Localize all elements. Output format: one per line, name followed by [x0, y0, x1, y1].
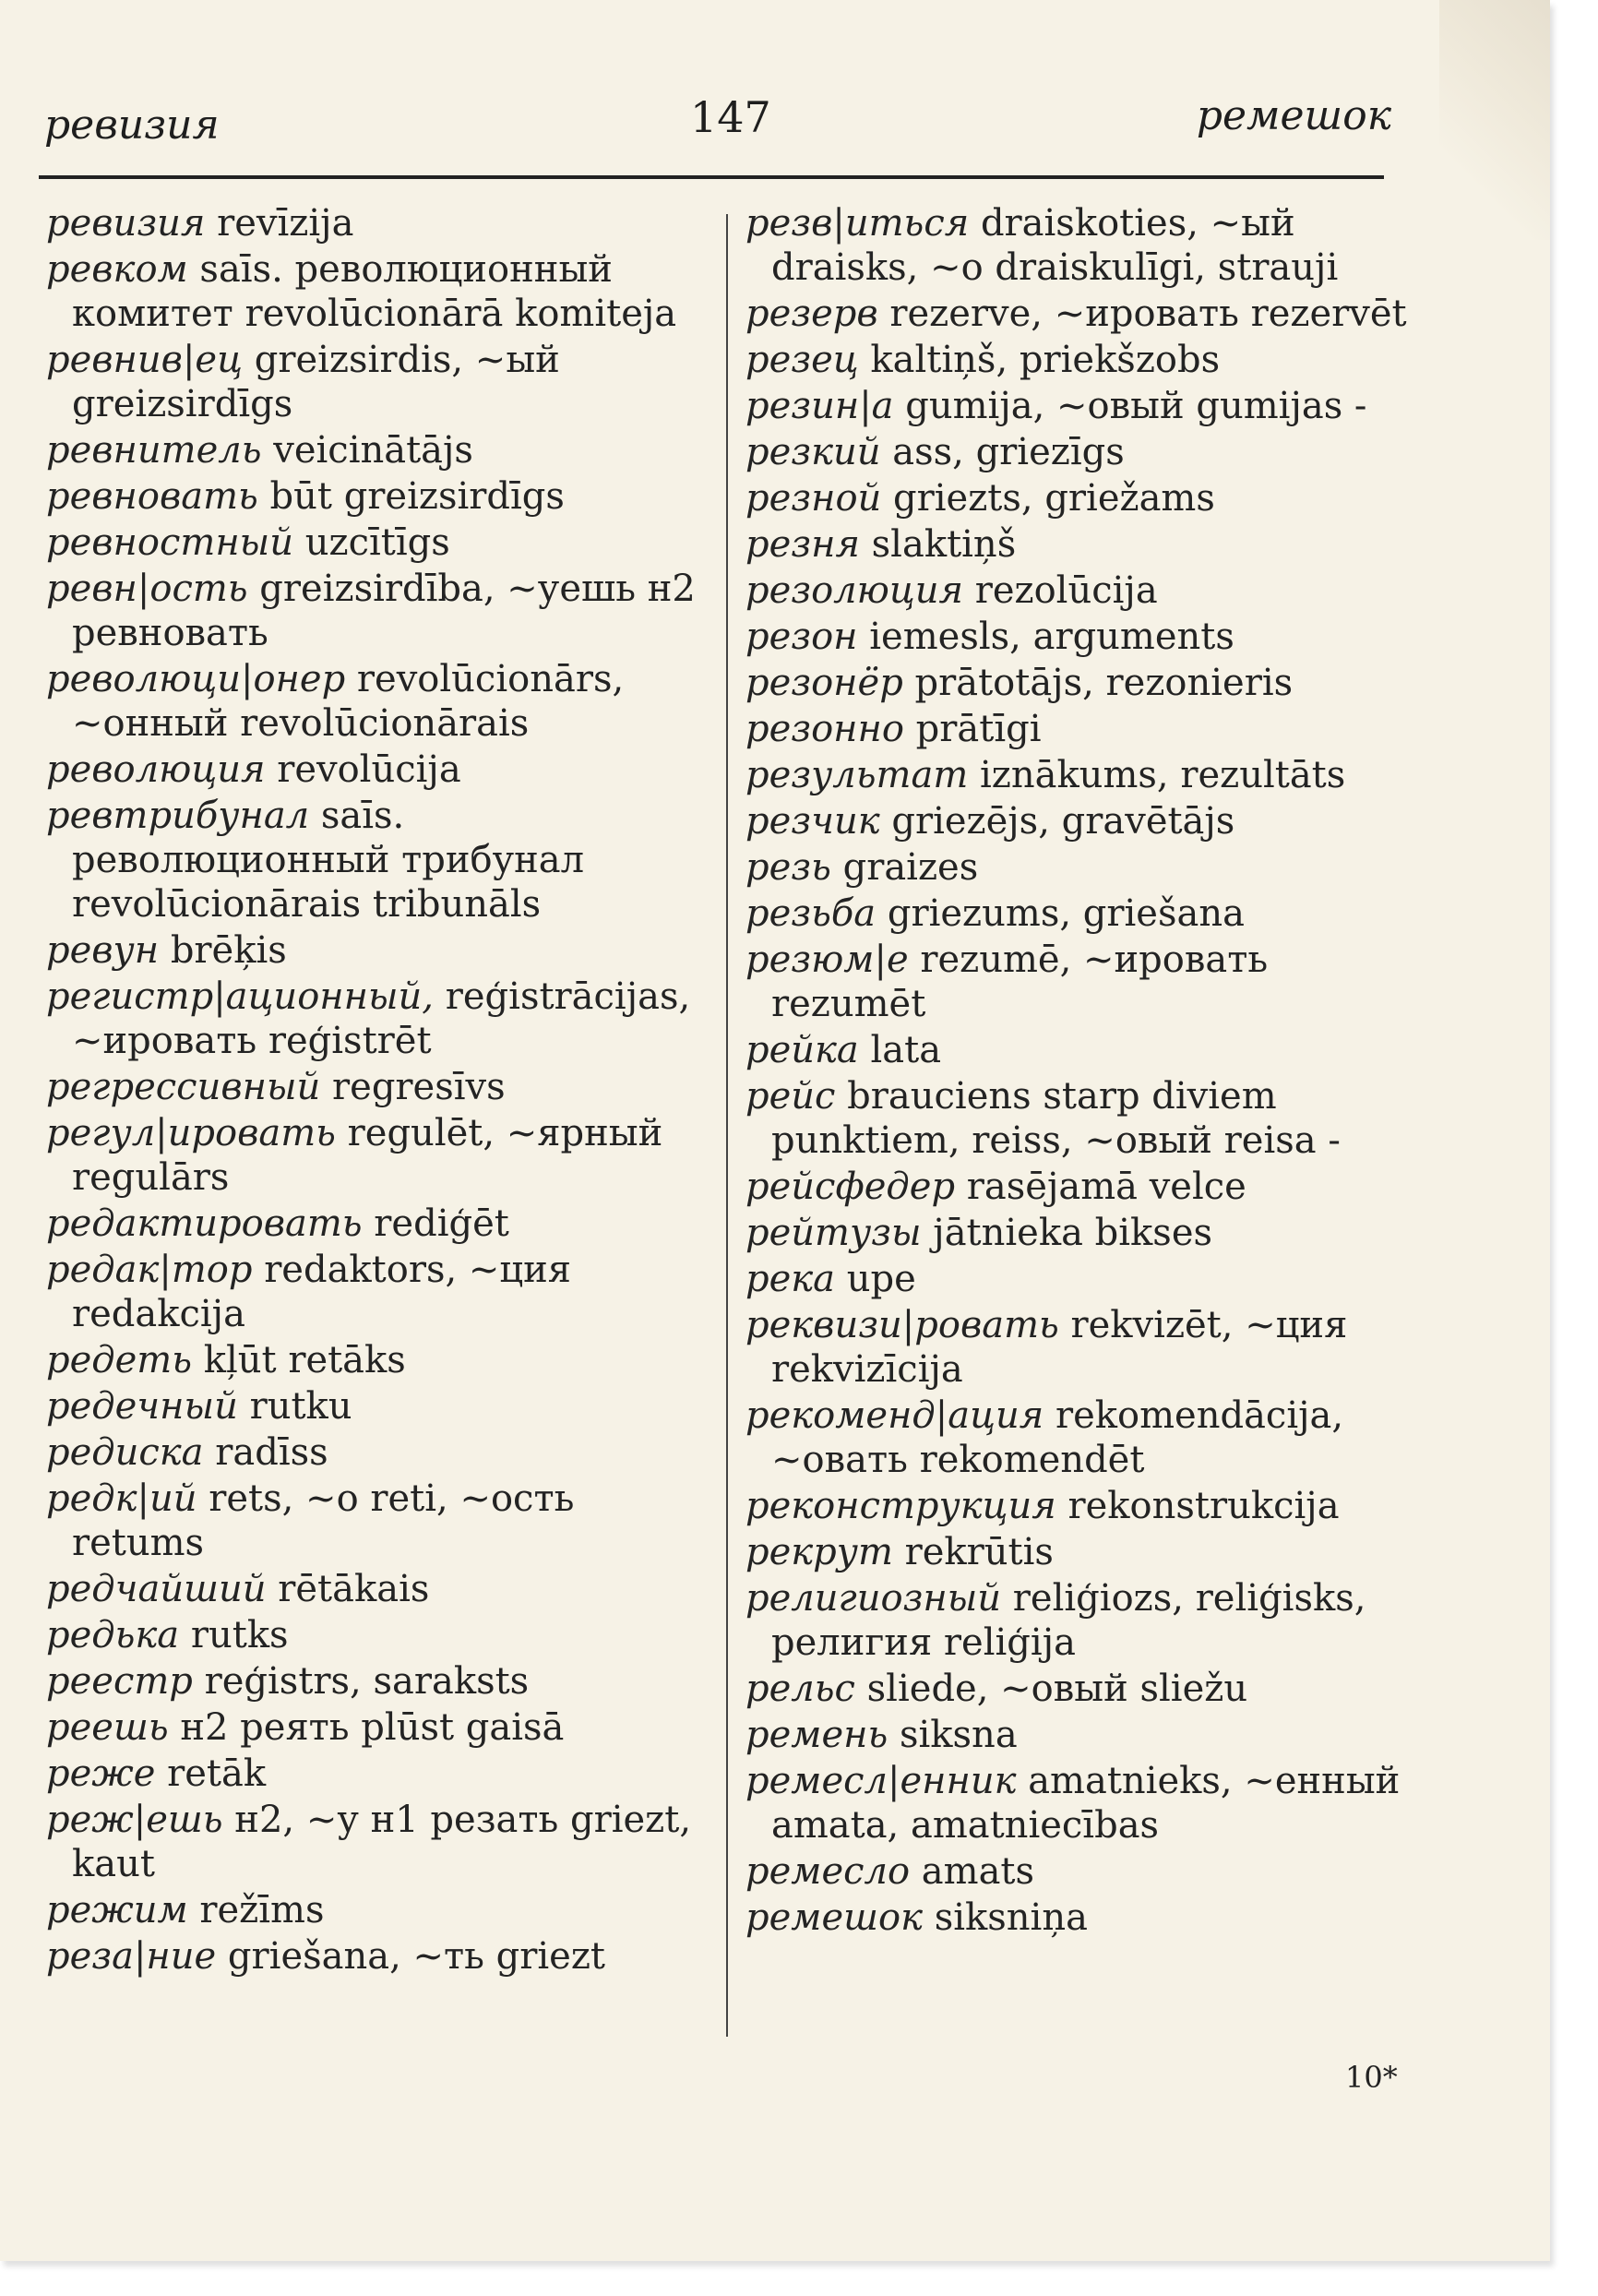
entry-headword: регистр|ационный, — [46, 975, 435, 1018]
page-number: 147 — [690, 92, 771, 142]
page-corner-shade — [1439, 0, 1550, 240]
dictionary-entry — [46, 201, 710, 245]
entry-gloss: retāk — [167, 1752, 267, 1795]
entry-headword: ревизия — [46, 202, 206, 245]
dictionary-entry — [46, 338, 710, 426]
dictionary-entry — [745, 522, 1410, 567]
entry-gloss: rekrūtis — [904, 1531, 1054, 1573]
entry-headword: редчайший — [46, 1568, 267, 1610]
page-header — [44, 83, 1391, 157]
entry-headword: ревновать — [46, 475, 258, 518]
left-column — [46, 201, 710, 1980]
dictionary-entry — [745, 799, 1410, 843]
entry-gloss: brēķis — [170, 929, 287, 972]
dictionary-entry — [745, 1165, 1410, 1209]
dictionary-entry — [745, 1759, 1410, 1848]
dictionary-entry — [745, 1211, 1410, 1255]
entry-gloss: rutks — [190, 1614, 289, 1656]
dictionary-entry — [46, 975, 710, 1063]
entry-headword: революция — [46, 748, 266, 791]
entry-gloss: н2, ~у н1 резать griezt, kaut — [72, 1799, 692, 1885]
entry-gloss: lata — [870, 1029, 942, 1071]
entry-headword: регул|ировать — [46, 1112, 336, 1154]
entry-headword: редк|ий — [46, 1477, 197, 1520]
entry-headword: ремесло — [745, 1850, 911, 1893]
entry-gloss: rets, ~о reti, ~ость retums — [72, 1477, 575, 1564]
dictionary-entry — [46, 1065, 710, 1109]
dictionary-entry — [46, 1384, 710, 1429]
entry-gloss: greizsirdība, ~уешь н2 ревновать — [72, 568, 696, 654]
dictionary-entry — [46, 1798, 710, 1886]
dictionary-entry — [46, 567, 710, 655]
entry-headword: реестр — [46, 1660, 193, 1703]
entry-headword: ревнив|ец — [46, 339, 244, 381]
dictionary-entry — [46, 1659, 710, 1704]
entry-headword: резонно — [745, 708, 904, 750]
dictionary-entry — [745, 1484, 1410, 1528]
dictionary-entry — [745, 615, 1410, 659]
dictionary-entry — [46, 1613, 710, 1657]
entry-gloss: sliede, ~овый sliežu — [866, 1668, 1248, 1710]
entry-headword: редеть — [46, 1339, 193, 1381]
dictionary-entry — [745, 384, 1410, 428]
dictionary-entry — [745, 338, 1410, 382]
entry-gloss: siksniņa — [934, 1896, 1088, 1939]
header-right-guide-word: ремешок — [1196, 92, 1391, 139]
dictionary-entry — [46, 1567, 710, 1611]
entry-headword: резь — [745, 846, 831, 889]
entry-gloss: rekonstrukcija — [1067, 1485, 1340, 1527]
entry-gloss: slaktiņš — [871, 523, 1017, 566]
column-divider — [726, 214, 728, 2037]
dictionary-entry — [745, 1257, 1410, 1301]
entry-gloss: iemesls, arguments — [869, 616, 1234, 658]
entry-gloss: rezumē, ~ировать rezumēt — [771, 939, 1269, 1025]
dictionary-entry — [745, 201, 1410, 290]
entry-gloss: prātotājs, rezonieris — [914, 662, 1294, 704]
entry-gloss: upe — [846, 1258, 916, 1300]
entry-gloss: griezējs, gravētājs — [891, 800, 1235, 843]
dictionary-entry — [745, 1849, 1410, 1894]
entry-gloss: amatnieks, ~енный amata, amatniecības — [771, 1760, 1401, 1847]
dictionary-entry — [745, 707, 1410, 751]
entry-headword: редиска — [46, 1431, 204, 1474]
entry-gloss: ass, griezīgs — [892, 431, 1125, 473]
entry-gloss: veicinātājs — [273, 429, 473, 472]
dictionary-entry — [745, 1667, 1410, 1711]
entry-gloss: jātnieka bikses — [933, 1212, 1213, 1254]
entry-headword: ремень — [745, 1714, 888, 1756]
entry-gloss: greizsirdis, ~ый greizsirdīgs — [72, 339, 560, 425]
dictionary-entry — [46, 1248, 710, 1336]
dictionary-entry — [46, 520, 710, 565]
dictionary-entry — [46, 1888, 710, 1932]
right-column — [745, 201, 1410, 1942]
dictionary-entry — [46, 1202, 710, 1246]
entry-gloss: draiskoties, ~ый draisks, ~о draiskulīgi, strauji — [771, 202, 1339, 289]
entry-gloss: rekvizēt, ~ция rekvizīcija — [771, 1304, 1348, 1391]
entry-headword: реже — [46, 1752, 156, 1795]
dictionary-entry — [745, 1713, 1410, 1757]
dictionary-entry — [745, 1576, 1410, 1665]
entry-gloss: н2 реять plūst gaisā — [180, 1706, 565, 1749]
header-rule — [39, 175, 1384, 179]
entry-gloss: redaktors, ~ция redakcija — [72, 1249, 572, 1335]
entry-gloss: būt greizsirdīgs — [269, 475, 565, 518]
entry-gloss: brauciens starp diviem punktiem, reiss, ~овый reisa - — [771, 1075, 1341, 1162]
dictionary-entry — [46, 657, 710, 746]
entry-gloss: reliģiozs, reliģisks, религия reliģija — [771, 1577, 1366, 1664]
entry-gloss: rētākais — [278, 1568, 430, 1610]
entry-gloss: saīs. революционный трибунал revolūcionārais tribunāls — [72, 795, 585, 926]
dictionary-entry — [745, 1530, 1410, 1574]
entry-gloss: gumija, ~овый gumijas - — [905, 385, 1367, 427]
entry-headword: ремесл|енник — [745, 1760, 1017, 1802]
dictionary-entry — [745, 292, 1410, 336]
entry-headword: резня — [745, 523, 860, 566]
dictionary-entry — [46, 1705, 710, 1750]
entry-headword: резец — [745, 339, 859, 381]
entry-headword: резон — [745, 616, 858, 658]
dictionary-entry — [745, 661, 1410, 705]
entry-gloss: reģistrācijas, ~ировать reģistrēt — [72, 975, 691, 1062]
entry-gloss: rezolūcija — [974, 569, 1158, 612]
entry-gloss: regresīvs — [332, 1066, 506, 1108]
dictionary-entry — [745, 1074, 1410, 1163]
dictionary-entry — [46, 1338, 710, 1382]
entry-headword: рейсфедер — [745, 1166, 956, 1208]
entry-headword: режим — [46, 1889, 188, 1931]
entry-headword: рейс — [745, 1075, 836, 1118]
dictionary-entry — [46, 747, 710, 792]
entry-gloss: griešana, ~ть griezt — [227, 1935, 606, 1978]
entry-headword: резонёр — [745, 662, 903, 704]
entry-headword: реза|ние — [46, 1935, 217, 1978]
dictionary-entry — [745, 1028, 1410, 1072]
entry-gloss: griezums, griešana — [887, 892, 1245, 935]
entry-headword: резчик — [745, 800, 880, 843]
dictionary-entry — [46, 428, 710, 472]
dictionary-entry — [745, 753, 1410, 797]
dictionary-entry — [46, 794, 710, 927]
entry-gloss: iznākums, rezultāts — [979, 754, 1346, 796]
entry-headword: резьба — [745, 892, 877, 935]
entry-headword: регрессивный — [46, 1066, 321, 1108]
entry-headword: ревн|ость — [46, 568, 248, 610]
dictionary-entry — [745, 1895, 1410, 1940]
entry-gloss: rekomendācija, ~овать rekomendēt — [771, 1394, 1344, 1481]
entry-headword: ревком — [46, 248, 188, 291]
dictionary-entry — [46, 1430, 710, 1475]
dictionary-entry — [46, 1934, 710, 1979]
entry-headword: революци|онер — [46, 658, 346, 700]
entry-gloss: revīzija — [217, 202, 354, 245]
entry-gloss: rasējamā velce — [966, 1166, 1246, 1208]
dictionary-entry — [745, 568, 1410, 613]
entry-headword: редька — [46, 1614, 180, 1656]
dictionary-entry — [46, 247, 710, 336]
dictionary-entry — [46, 1477, 710, 1565]
entry-headword: резкий — [745, 431, 881, 473]
entry-headword: ревностный — [46, 521, 294, 564]
entry-headword: резолюция — [745, 569, 964, 612]
entry-gloss: režīms — [199, 1889, 325, 1931]
entry-headword: реешь — [46, 1706, 169, 1749]
entry-headword: редактировать — [46, 1202, 363, 1245]
dictionary-entry — [46, 928, 710, 973]
header-left-guide-word: ревизия — [44, 102, 220, 149]
dictionary-entry — [745, 476, 1410, 520]
entry-gloss: radīss — [215, 1431, 328, 1474]
entry-gloss: siksna — [899, 1714, 1018, 1756]
entry-headword: рейтузы — [745, 1212, 922, 1254]
dictionary-entry — [46, 1111, 710, 1200]
signature-mark: 10* — [1345, 2060, 1398, 2095]
entry-headword: ремешок — [745, 1896, 923, 1939]
dictionary-entry — [745, 845, 1410, 890]
entry-gloss: reģistrs, saraksts — [204, 1660, 530, 1703]
entry-gloss: kļūt retāks — [203, 1339, 406, 1381]
entry-gloss: rezerve, ~ировать rezervēt — [889, 293, 1407, 335]
entry-headword: резюм|е — [745, 939, 909, 981]
dictionary-entry — [745, 430, 1410, 474]
entry-headword: рекрут — [745, 1531, 893, 1573]
entry-gloss: kaltiņš, priekšzobs — [870, 339, 1221, 381]
entry-headword: ревун — [46, 929, 160, 972]
entry-headword: резв|иться — [745, 202, 970, 245]
entry-headword: ревнитель — [46, 429, 262, 472]
entry-headword: результат — [745, 754, 969, 796]
entry-gloss: rutku — [249, 1385, 352, 1428]
dictionary-entry — [46, 474, 710, 519]
entry-gloss: prātīgi — [915, 708, 1042, 750]
entry-headword: рейка — [745, 1029, 859, 1071]
entry-headword: рельс — [745, 1668, 855, 1710]
entry-gloss: amats — [921, 1850, 1035, 1893]
entry-gloss: rediģēt — [374, 1202, 509, 1245]
entry-headword: реквизи|ровать — [745, 1304, 1059, 1346]
entry-gloss: graizes — [842, 846, 979, 889]
entry-gloss: regulēt, ~ярный regulārs — [72, 1112, 663, 1199]
dictionary-entry — [745, 1303, 1410, 1392]
entry-gloss: uzcītīgs — [304, 521, 450, 564]
entry-gloss: revolūcija — [277, 748, 461, 791]
entry-headword: река — [745, 1258, 836, 1300]
entry-headword: резерв — [745, 293, 878, 335]
dictionary-entry — [745, 1393, 1410, 1482]
entry-headword: резин|а — [745, 385, 894, 427]
entry-headword: редечный — [46, 1385, 238, 1428]
entry-headword: религиозный — [745, 1577, 1002, 1620]
entry-headword: ревтрибунал — [46, 795, 310, 837]
entry-gloss: griezts, griežams — [893, 477, 1215, 520]
entry-headword: редак|тор — [46, 1249, 253, 1291]
entry-headword: рекоменд|ация — [745, 1394, 1044, 1437]
entry-gloss: revolūcionārs, ~онный revolūcionārais — [72, 658, 625, 745]
entry-headword: реж|ешь — [46, 1799, 223, 1841]
entry-headword: резной — [745, 477, 882, 520]
entry-headword: реконструкция — [745, 1485, 1056, 1527]
dictionary-entry — [745, 891, 1410, 936]
dictionary-entry — [46, 1752, 710, 1796]
entry-gloss: saīs. революционный комитет revolūcionārā komiteja — [72, 248, 677, 335]
dictionary-entry — [745, 938, 1410, 1026]
